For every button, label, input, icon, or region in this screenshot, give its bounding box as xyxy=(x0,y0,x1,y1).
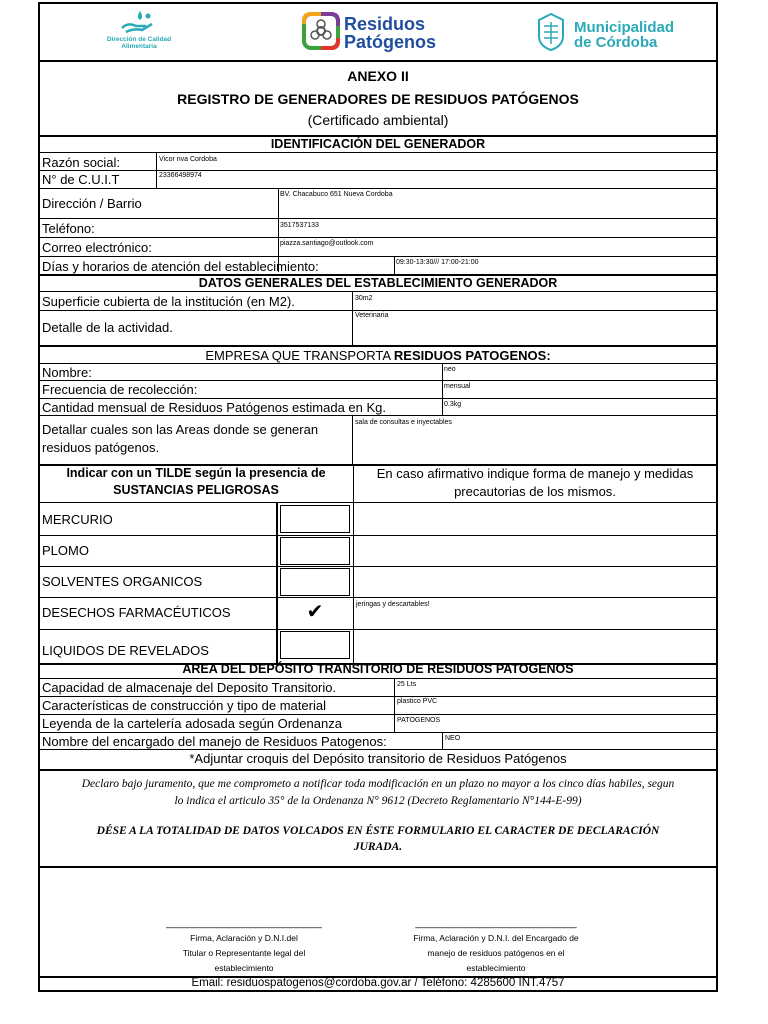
declaration-caps-line2: JURADA. xyxy=(353,841,403,853)
capacidad-label: Capacidad de almacenaje del Deposito Transitorio. xyxy=(42,680,337,695)
cuit-value[interactable]: 23366498974 xyxy=(159,172,202,179)
substances-left-header-line1: Indicar con un TILDE según la presencia de xyxy=(66,466,326,480)
substance-check-solventes[interactable] xyxy=(280,568,350,596)
divider xyxy=(40,310,716,311)
divider xyxy=(40,380,716,381)
areas-label-line1: Detallar cuales son las Areas donde se generan xyxy=(42,422,319,437)
cantidad-label: Cantidad mensual de Residuos Patógenos estimada en Kg. xyxy=(42,400,386,415)
correo-label: Correo electrónico: xyxy=(42,240,152,255)
divider xyxy=(40,714,716,715)
razon-social-value[interactable]: Vicor nva Cordoba xyxy=(159,156,217,163)
establishment-header: DATOS GENERALES DEL ESTABLECIMIENTO GENERADOR xyxy=(198,276,558,290)
superficie-value[interactable]: 30m2 xyxy=(355,295,373,302)
residuos-logo-line1: Residuos xyxy=(344,14,426,34)
signature-left-1: Firma, Aclaración y D.N.I.del xyxy=(190,933,298,943)
croquis-note: *Adjuntar croquis del Depósito transitorio de Residuos Patógenos xyxy=(189,751,567,766)
divider xyxy=(40,218,716,219)
cuit-label: N° de C.U.I.T xyxy=(42,172,120,187)
horarios-label: Días y horarios de atención del establecimiento: xyxy=(42,259,319,274)
declaration-caps-line1: DÉSE A LA TOTALIDAD DE DATOS VOLCADOS EN ÉSTE FORMULARIO EL CARACTER DE DECLARACIÓN xyxy=(96,825,660,837)
divider xyxy=(40,696,716,697)
divider xyxy=(276,502,278,664)
footer-contact: Email: residuospatogenos@cordoba.gov.ar / Teléfono: 4285600 INT.4757 xyxy=(191,977,565,989)
direccion-value[interactable]: BV. Chacabuco 651 Nueva Cordoba xyxy=(280,191,393,198)
leyenda-value[interactable]: PATOGENOS xyxy=(397,717,441,724)
detalle-value[interactable]: Veterinaria xyxy=(355,312,389,319)
substance-name-plomo: PLOMO xyxy=(42,543,89,558)
divider xyxy=(40,769,716,771)
substance-check-mercurio[interactable] xyxy=(280,505,350,533)
divider xyxy=(40,566,716,567)
direccion-label: Dirección / Barrio xyxy=(42,196,142,211)
telefono-label: Teléfono: xyxy=(42,221,95,236)
divider xyxy=(40,732,716,733)
substance-check-farmaceuticos[interactable]: ✔ xyxy=(306,601,324,623)
declaration-line1: Declaro bajo juramento, que me comprometo a notificar toda modificación en un plazo no mayor a los cinco días habiles, segun xyxy=(81,778,675,790)
caracteristicas-value[interactable]: plastico PVC xyxy=(397,698,438,705)
substances-right-header-line1: En caso afirmativo indique forma de manejo y medidas xyxy=(376,466,694,481)
divider xyxy=(40,256,716,257)
declaration-line2: lo indica el articulo 35° de la Ordenanza N° 9612 (Decreto Reglamentario N°144-E-99) xyxy=(174,795,582,807)
signature-right-1: Firma, Aclaración y D.N.I. del Encargado de xyxy=(413,933,579,943)
divider xyxy=(40,502,716,503)
caracteristicas-label: Características de construcción y tipo de material xyxy=(42,698,326,713)
divider xyxy=(442,363,443,415)
detalle-label: Detalle de la actividad. xyxy=(42,320,173,335)
substance-name-mercurio: MERCURIO xyxy=(42,512,113,527)
divider xyxy=(40,291,716,292)
signature-left-2: Titular o Representante legal del xyxy=(182,948,306,958)
correo-value[interactable]: piazza.santiago@outlook.com xyxy=(280,240,374,247)
hands-water-icon xyxy=(118,8,158,34)
substance-name-revelados: LIQUIDOS DE REVELADOS xyxy=(42,643,209,658)
divider xyxy=(40,866,716,868)
transport-header-bold: RESIDUOS PATOGENOS: xyxy=(393,348,551,363)
signature-right-line: _____________________________ xyxy=(415,918,577,929)
divider xyxy=(394,678,395,732)
substance-check-revelados[interactable] xyxy=(280,631,350,659)
divider xyxy=(394,256,395,274)
signature-left-line: ____________________________ xyxy=(166,918,322,929)
divider xyxy=(40,415,716,416)
deposit-header: AREA DEL DEPÓSITO TRANSITORIO DE RESIDUOS PATOGENOS xyxy=(182,662,574,676)
signature-left-3: establecimiento xyxy=(214,963,274,973)
transport-header-prefix: EMPRESA QUE TRANSPORTA xyxy=(205,348,394,363)
registry-subtitle: (Certificado ambiental) xyxy=(307,112,449,128)
divider xyxy=(442,732,443,749)
substance-name-farmaceuticos: DESECHOS FARMACÉUTICOS xyxy=(42,605,231,620)
calidad-alimentaria-text: Dirección de Calidad Alimentaria xyxy=(106,36,172,50)
divider xyxy=(40,535,716,536)
residuos-logo-line2: Patógenos xyxy=(344,32,437,52)
divider xyxy=(40,345,716,347)
transport-nombre-label: Nombre: xyxy=(42,365,92,380)
annex-title: ANEXO II xyxy=(347,68,409,84)
substance-name-solventes: SOLVENTES ORGANICOS xyxy=(42,574,203,589)
form-frame xyxy=(38,2,718,992)
areas-label-line2: residuos patógenos. xyxy=(42,440,160,455)
cantidad-value[interactable]: 0.3kg xyxy=(444,401,462,408)
capacidad-value[interactable]: 25 Lts xyxy=(397,681,417,688)
divider xyxy=(40,60,716,62)
divider xyxy=(40,629,716,630)
municipalidad-logo xyxy=(536,10,706,56)
divider xyxy=(40,237,716,238)
encargado-label: Nombre del encargado del manejo de Residuos Patogenos: xyxy=(42,734,387,749)
registry-title: REGISTRO DE GENERADORES DE RESIDUOS PATÓGENOS xyxy=(177,91,579,107)
city-shield-icon xyxy=(536,12,566,52)
municipalidad-logo-line1: Municipalidad xyxy=(574,19,675,36)
substances-right-header-line2: precautorias de los mismos. xyxy=(454,484,616,499)
divider xyxy=(352,415,353,464)
horarios-value[interactable]: 09:30-13:30/// 17:00-21:00 xyxy=(396,259,479,266)
signature-right-3: establecimiento xyxy=(466,963,526,973)
areas-value[interactable]: sala de consultas e inyectables xyxy=(355,419,452,426)
municipalidad-logo-line2: de Córdoba xyxy=(574,34,658,51)
transport-header xyxy=(40,348,716,363)
divider xyxy=(40,597,716,598)
frecuencia-value[interactable]: mensual xyxy=(444,383,471,390)
divider xyxy=(40,188,716,189)
telefono-value[interactable]: 3517537133 xyxy=(280,222,319,229)
residuos-patogenos-logo xyxy=(302,10,452,56)
divider xyxy=(40,170,716,171)
substance-check-plomo[interactable] xyxy=(280,537,350,565)
superficie-label: Superficie cubierta de la institución (en M2). xyxy=(42,294,295,309)
encargado-value[interactable]: NEO xyxy=(445,735,461,742)
transport-nombre-value[interactable]: neo xyxy=(444,366,456,373)
divider xyxy=(352,291,353,345)
divider xyxy=(40,749,716,750)
biohazard-icon xyxy=(302,12,340,50)
divider xyxy=(40,152,716,153)
substance-note-farmaceuticos[interactable]: jeringas y descartables! xyxy=(356,601,430,608)
leyenda-label: Leyenda de la cartelería adosada según Ordenanza xyxy=(42,716,342,731)
generator-header: IDENTIFICACIÓN DEL GENERADOR xyxy=(270,137,486,151)
substances-left-header-line2: SUSTANCIAS PELIGROSAS xyxy=(113,483,279,497)
divider xyxy=(40,398,716,399)
signature-right-2: manejo de residuos patógenos en el xyxy=(427,948,565,958)
divider xyxy=(40,363,716,364)
razon-social-label: Razón social: xyxy=(42,155,121,170)
frecuencia-label: Frecuencia de recolección: xyxy=(42,382,198,397)
divider xyxy=(40,678,716,679)
calidad-alimentaria-logo xyxy=(104,8,174,60)
divider xyxy=(353,464,354,664)
